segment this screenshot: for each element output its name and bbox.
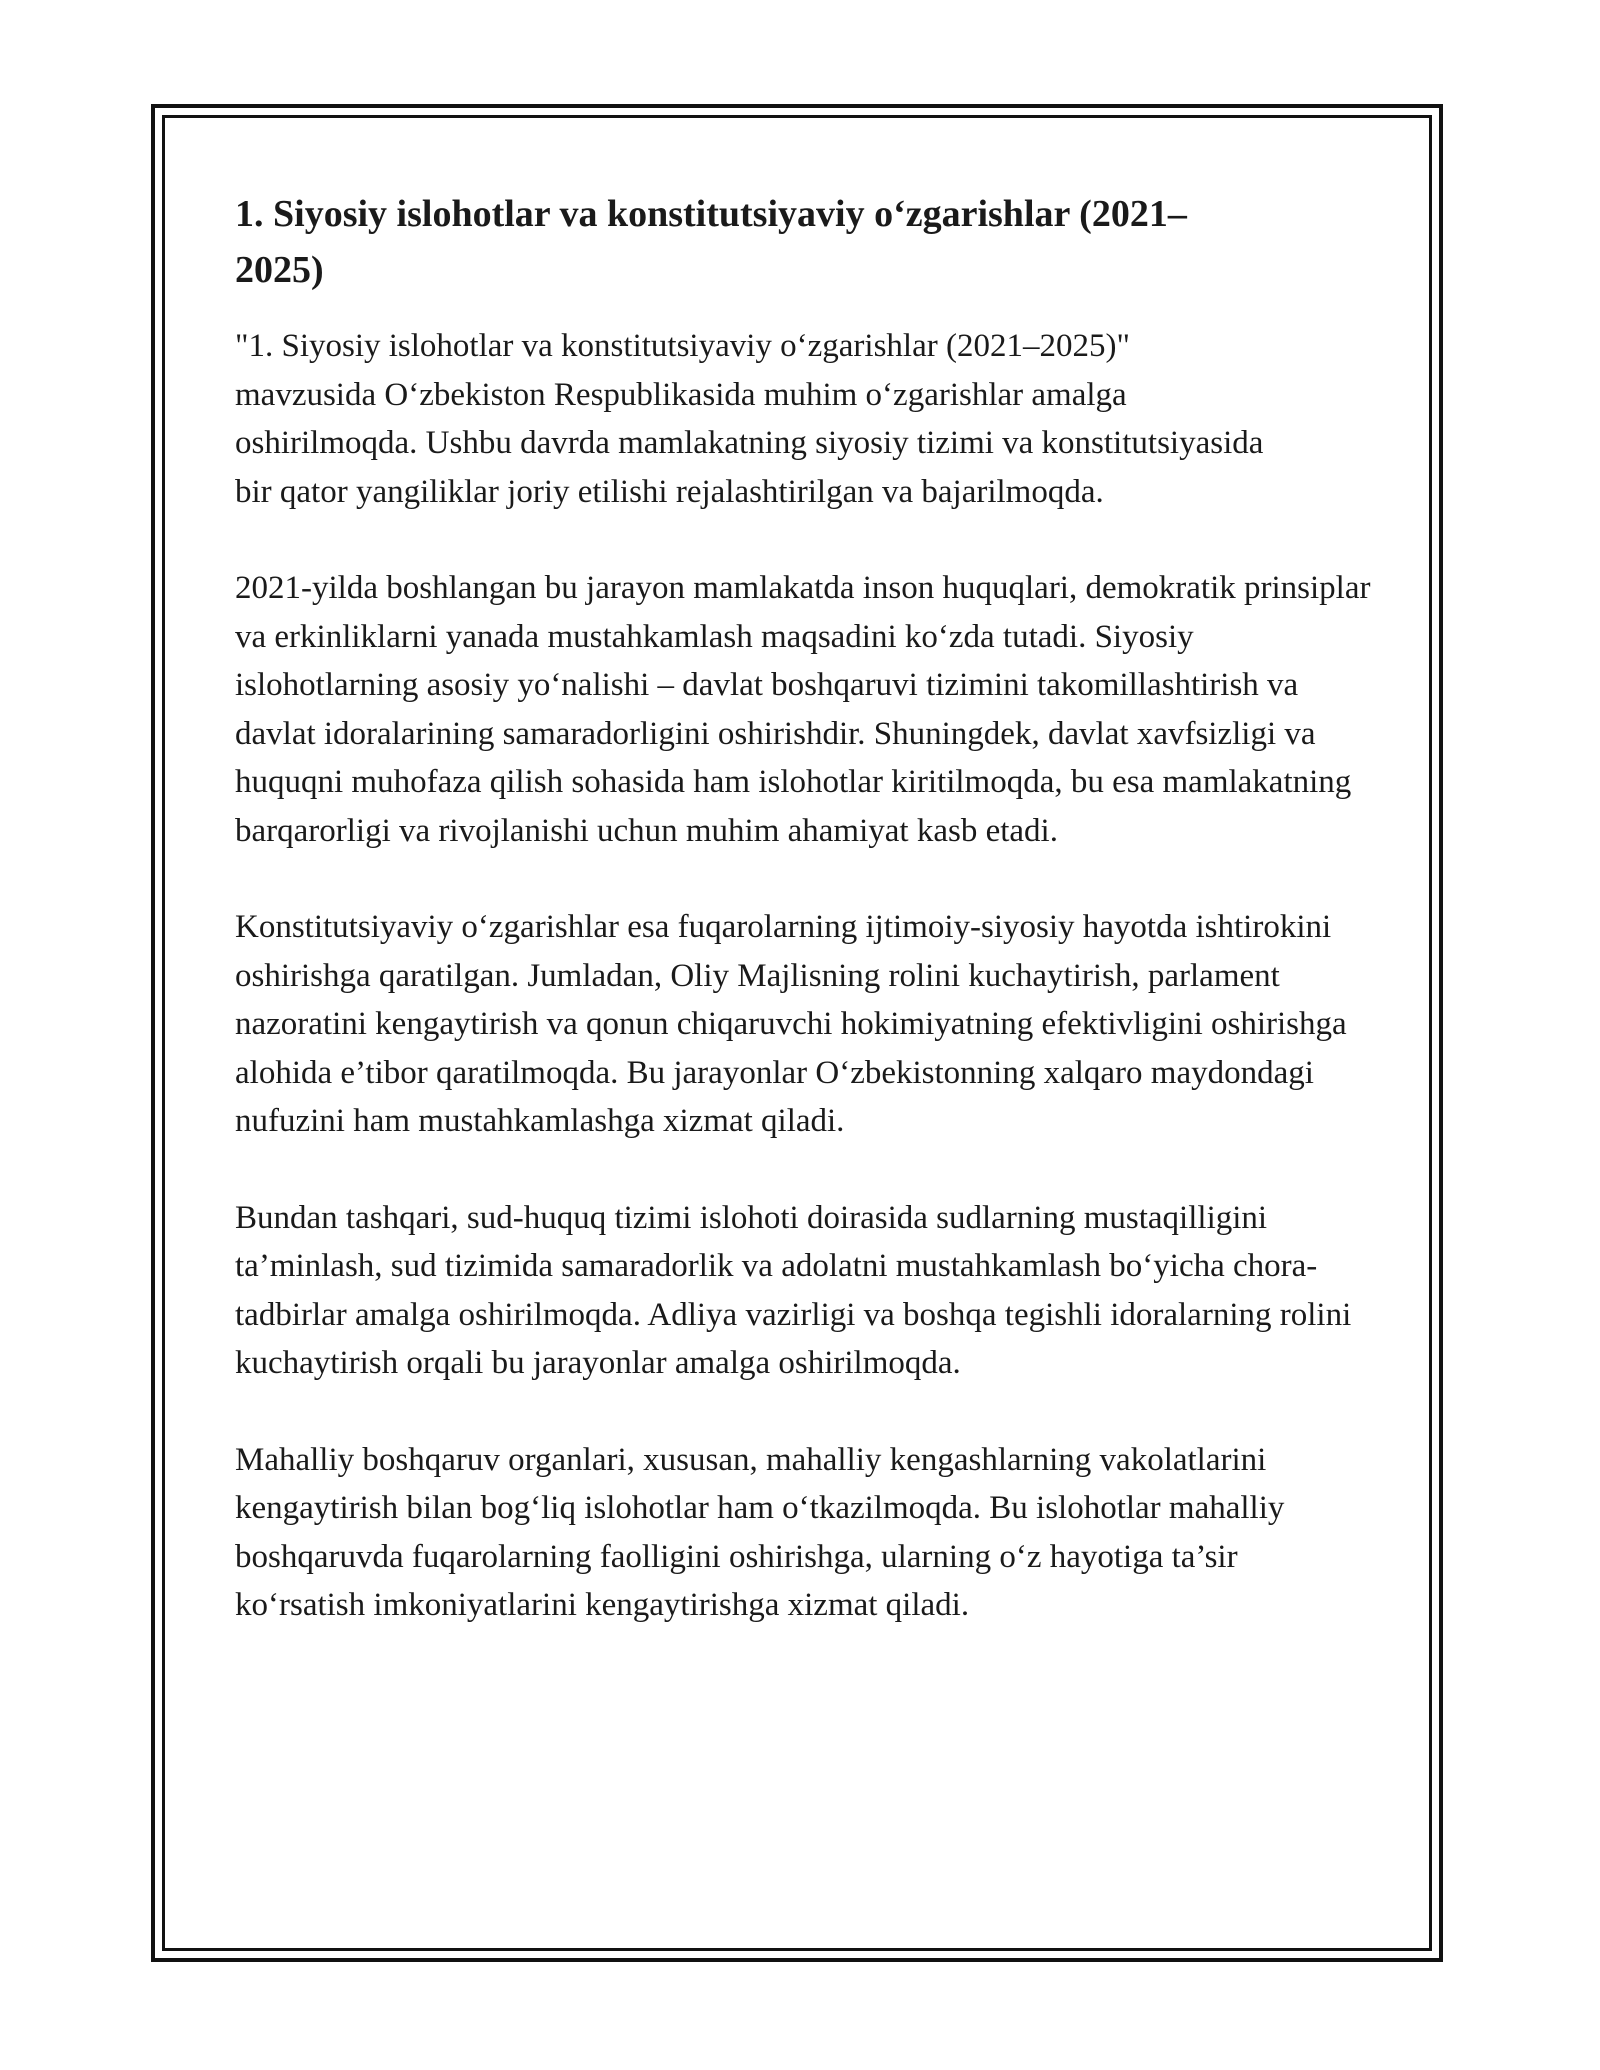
document-heading [235,186,1335,298]
paragraph-5: Mahalliy boshqaruv organlari, xususan, mahalliy kengashlarning vakolatlarini kengaytirish bilan bog‘liq islohotlar ham o‘tkazilmoqda. Bu islohotlar mahalliy boshqaruvda fuqarolarning faolligini oshirishga, ularning o‘z hayotiga ta’sir ko‘rsatish imkoniyatlarini kengaytirishga xizmat qiladi. [235,1441,1285,1623]
paragraph-3: Konstitutsiyaviy o‘zgarishlar esa fuqarolarning ijtimoiy-siyosiy hayotda ishtirokini oshirishga qaratilgan. Jumladan, Oliy Majlisning rolini kuchaytirish, parlament nazoratini kengaytirish va qonun chiqaruvchi hokimiyatning efektivligini oshirishga alohida e’tibor qaratilmoqda. Bu jarayonlar O‘zbekistonning xalqaro maydondagi nufuzini ham mustahkamlashga xizmat qiladi. [235,909,1347,1139]
paragraph-1: "1. Siyosiy islohotlar va konstitutsiyaviy o‘zgarishlar (2021–2025)" mavzusida O‘zbekiston Respublikasida muhim o‘zgarishlar amalga oshirilmoqda. Ushbu davrda mamlakatning siyosiy tizimi va konstitutsiyasida bir qator yangiliklar joriy etilishi rejalashtirilgan va bajarilmoqda. [235,328,1264,510]
document-body [235,186,1375,1678]
paragraph-4: Bundan tashqari, sud-huquq tizimi islohoti doirasida sudlarning mustaqilligini ta’minlash, sud tizimida samaradorlik va adolatni mustahkamlash bo‘yicha chora-tadbirlar amalga oshirilmoqda. Adliya vazirligi va boshqa tegishli idoralarning rolini kuchaytirish orqali bu jarayonlar amalga oshirilmoqda. [235,1199,1352,1381]
heading-line-1: 1. Siyosiy islohotlar va konstitutsiyaviy o‘zgarishlar (2021– [235,193,1187,235]
heading-line-2: 2025) [235,249,324,291]
paragraph-2: 2021-yilda boshlangan bu jarayon mamlakatda inson huquqlari, demokratik prinsiplar va erkinliklarni yanada mustahkamlash maqsadini ko‘zda tutadi. Siyosiy islohotlarning asosiy yo‘nalishi – davlat boshqaruvi tizimini takomillashtirish va davlat idoralarining samaradorligini oshirishdir. Shuningdek, davlat xavfsizligi va huquqni muhofaza qilish sohasida ham islohotlar kiritilmoqda, bu esa mamlakatning barqarorligi va rivojlanishi uchun muhim ahamiyat kasb etadi. [235,570,1371,849]
